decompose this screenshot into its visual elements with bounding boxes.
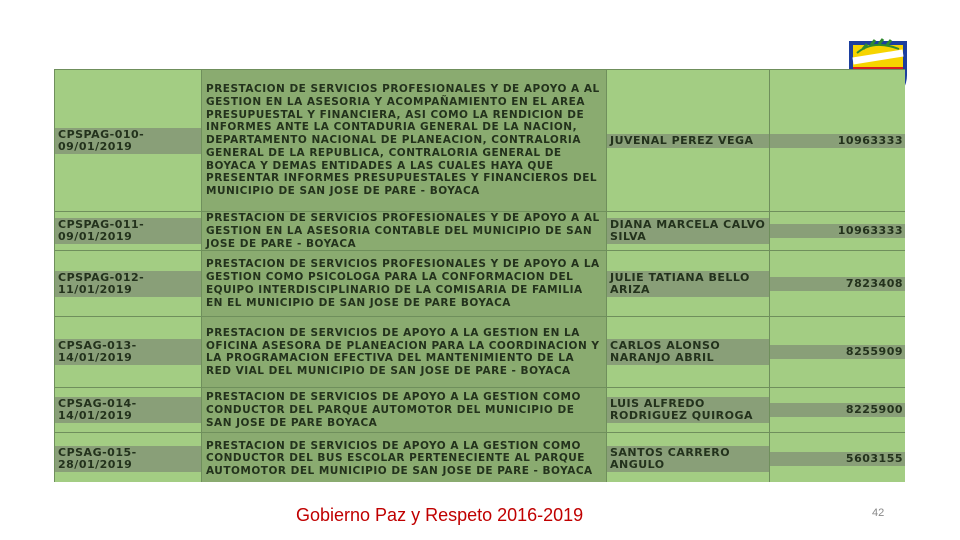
contract-amount-text: 5603155 xyxy=(770,452,905,466)
contractor-name-cell xyxy=(607,317,770,388)
contract-amount-text: 8255909 xyxy=(770,345,905,359)
contractor-name-text: JULIE TATIANA BELLO ARIZA xyxy=(607,271,769,297)
contract-description-cell xyxy=(202,317,607,388)
contract-amount-text: 10963333 xyxy=(770,134,905,148)
contractor-name-cell xyxy=(607,251,770,317)
contract-code-cell xyxy=(55,70,202,212)
contract-description-cell xyxy=(202,433,607,482)
contract-description-cell xyxy=(202,251,607,317)
contract-description-text: PRESTACION DE SERVICIOS DE APOYO A LA GESTION EN LA OFICINA ASESORA DE PLANEACION PARA LA COORDINACION Y LA PROGRAMACION EFECTIVA DEL MANTENIMIENTO DE LA RED VIAL DEL MUNICIPIO DE SAN JOSE DE PARE - BOYACA xyxy=(206,326,600,378)
contract-amount-cell xyxy=(770,212,906,251)
contract-amount-cell xyxy=(770,433,906,482)
contract-code-cell xyxy=(55,251,202,317)
contract-code-text: CPSAG-013-14/01/2019 xyxy=(55,339,201,365)
table-row xyxy=(55,317,906,388)
contract-amount-cell xyxy=(770,317,906,388)
footer-slogan: Gobierno Paz y Respeto 2016-2019 xyxy=(296,505,584,525)
contractor-name-text: LUIS ALFREDO RODRIGUEZ QUIROGA xyxy=(607,397,769,423)
contract-amount-cell xyxy=(770,388,906,433)
contract-code-cell xyxy=(55,388,202,433)
contract-code-cell xyxy=(55,212,202,251)
table-row xyxy=(55,251,906,317)
contractor-name-text: DIANA MARCELA CALVO SILVA xyxy=(607,218,769,244)
table-row xyxy=(55,388,906,433)
contract-code-text: CPSPAG-012-11/01/2019 xyxy=(55,271,201,297)
contract-description-text: PRESTACION DE SERVICIOS PROFESIONALES Y DE APOYO A AL GESTION EN LA ASESORIA CONTABLE DEL MUNICIPIO DE SAN JOSE DE PARE - BOYACA xyxy=(206,212,600,250)
contract-amount-text: 7823408 xyxy=(770,277,905,291)
contract-description-cell xyxy=(202,388,607,433)
contractor-name-cell xyxy=(607,212,770,251)
contract-code-text: CPSPAG-011-09/01/2019 xyxy=(55,218,201,244)
table-row xyxy=(55,70,906,212)
contractor-name-cell xyxy=(607,433,770,482)
contract-description-text: PRESTACION DE SERVICIOS DE APOYO A LA GESTION COMO CONDUCTOR DEL BUS ESCOLAR PERTENECIENTE AL PARQUE AUTOMOTOR DEL MUNICIPIO DE SAN JOSE DE PARE - BOYACA xyxy=(206,439,593,478)
contract-code-text: CPSAG-014-14/01/2019 xyxy=(55,397,201,423)
contract-description-cell xyxy=(202,212,607,251)
contractor-name-text: JUVENAL PEREZ VEGA xyxy=(607,134,769,148)
contract-code-cell xyxy=(55,317,202,388)
contract-description-cell xyxy=(202,70,607,212)
contract-description-text: PRESTACION DE SERVICIOS PROFESIONALES Y DE APOYO A LA GESTION COMO PSICOLOGA PARA LA CONFORMACION DEL EQUIPO INTERDISCIPLINARIO DE LA COMISARIA DE FAMILIA EN EL MUNICIPIO DE SAN JOSE DE PARE BOYACA xyxy=(206,258,600,309)
contract-code-cell xyxy=(55,433,202,482)
contractor-name-text: SANTOS CARRERO ANGULO xyxy=(607,446,769,472)
contract-amount-cell xyxy=(770,251,906,317)
table-row xyxy=(55,212,906,251)
contract-amount-cell xyxy=(770,70,906,212)
contract-amount-text: 10963333 xyxy=(770,224,905,238)
contractor-name-cell xyxy=(607,388,770,433)
contracts-table xyxy=(54,69,905,482)
contractor-name-text: CARLOS ALONSO NARANJO ABRIL xyxy=(607,339,769,365)
page-number: 42 xyxy=(872,507,885,519)
contract-description-text: PRESTACION DE SERVICIOS DE APOYO A LA GESTION COMO CONDUCTOR DEL PARQUE AUTOMOTOR DEL MUNICIPIO DE SAN JOSE DE PARE BOYACA xyxy=(206,391,581,429)
table-row xyxy=(55,433,906,482)
contract-description-text: PRESTACION DE SERVICIOS PROFESIONALES Y DE APOYO A AL GESTION EN LA ASESORIA Y ACOMPAÑAMIENTO EN EL AREA PRESUPUESTAL Y FINANCIERA, ASI COMO LA RENDICION DE INFORMES ANTE LA CONTADURIA GENERAL DE LA NACION, DEPARTAMENTO NACIONAL DE PLANEACION, CONTRALORIA GENERAL DE LA REPUBLICA, CONTRALORIA GENERAL DE BOYACA Y DEMAS ENTIDADES A LAS CUALES HAYA QUE PRESENTAR INFORMES PRESUPUESTALES Y FINANCIEROS DEL MUNICIPIO DE SAN JOSE DE PARE - BOYACA xyxy=(206,82,600,198)
contractor-name-cell xyxy=(607,70,770,212)
contract-code-text: CPSAG-015-28/01/2019 xyxy=(55,446,201,472)
contract-code-text: CPSPAG-010-09/01/2019 xyxy=(55,128,201,154)
contract-amount-text: 8225900 xyxy=(770,403,905,417)
